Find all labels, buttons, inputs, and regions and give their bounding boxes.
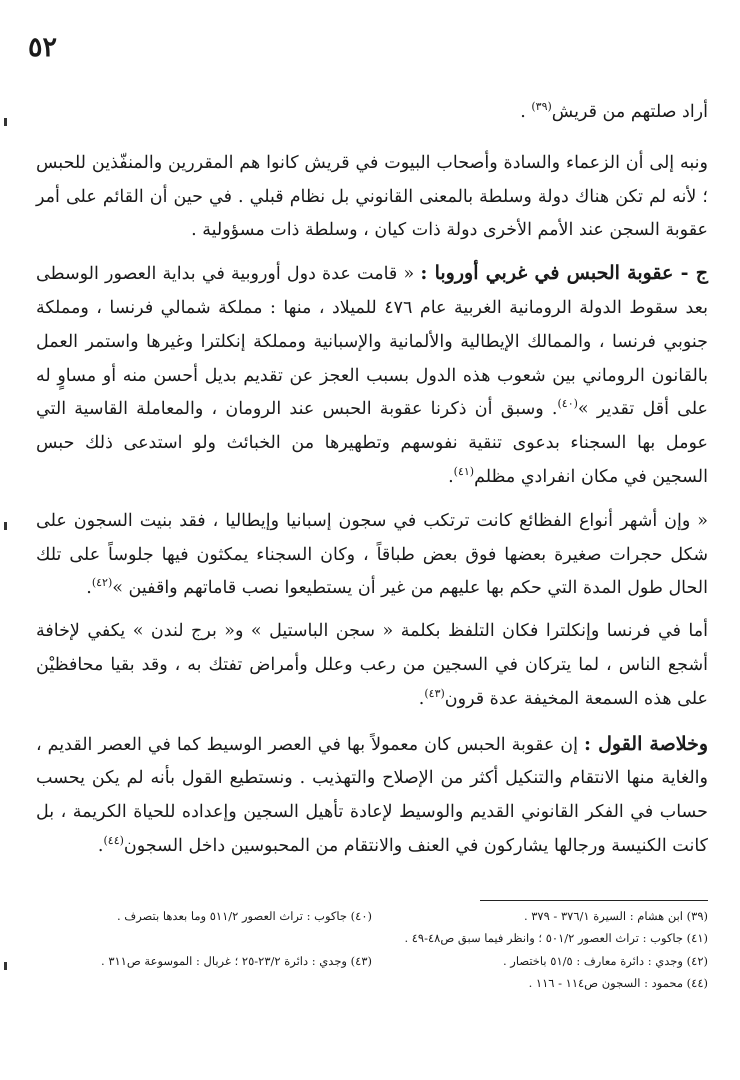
footnote: (٤١) جاكوب : تراث العصور ٥٠١/٢ ؛ وانظر فيما سبق ص٤٨-٤٩ . <box>404 931 708 946</box>
paragraph: وخلاصة القول : إن عقوبة الحبس كان معمولاً بها في العصر الوسيط كما في العصر القديم ، والغاية منها الانتقام والتنكيل أكثر من الإصلاح والتهذيب . ونستطيع القول بأنه لم يكن يحسب حساب في الفكر القانوني القديم والوسيط لإعادة تأهيل السجين وإعداده للحياة الكريمة ، بل كانت الكنيسة ورجالها يشاركون في العنف والانتقام من المحبوسين داخل السجون$^{(٤٤)}$. <box>36 732 709 856</box>
footnote-ref[interactable]: (٤٠) <box>557 397 578 411</box>
paragraph: ونبه إلى أن الزعماء والسادة وأصحاب البيوت في قريش كانوا هم المقررين والمنفّذين للحبس ؛ لأنه لم تكن هناك دولة وسلطة بالمعنى القانوني بل نظام قبلي . في حين أن القائم على أمر عقوبة السجن عند الأمم الأخرى دولة ذات كيان ، وسلطة ذات مسؤولية . <box>36 152 708 241</box>
footnote: (٤٢) وجدي : دائرة معارف : ٥١/٥ باختصار . <box>502 953 708 968</box>
footnote-ref[interactable]: (٤١) <box>453 465 475 479</box>
footnote: (٤٤) محمود : السجون ص١١٤ - ١١٦ . <box>528 975 708 990</box>
margin-mark <box>4 962 7 970</box>
body-text <box>36 96 708 864</box>
footnote: (٤٠) جاكوب : تراث العصور ٥١١/٢ وما بعدها بتصرف . <box>116 909 372 923</box>
footnote-ref[interactable]: (٣٩) <box>531 100 552 114</box>
footnote-divider <box>480 900 708 901</box>
footnote: (٣٩) ابن هشام : السيرة ٣٧٦/١ - ٣٧٩ . <box>523 909 708 923</box>
footnotes <box>36 905 708 994</box>
margin-mark <box>4 118 7 126</box>
footnote-ref[interactable]: (٤٤) <box>103 834 124 848</box>
footnote-ref[interactable]: (٤٢) <box>91 576 113 590</box>
footnote: (٤٣) وجدي : دائرة ٢٣/٢-٢٥ ؛ غربال : الموسوعة ص٣١١ . <box>101 953 372 968</box>
page-number: ٥٢ <box>28 32 58 63</box>
section-heading: وخلاصة القول : <box>584 732 709 755</box>
paragraph: أما في فرنسا وإنكلترا فكان التلفظ بكلمة « سجن الباستيل » و« برج لندن » يكفي لإخافة أشجع الناس ، لما يتركان في السجين من رعب وعلل وأمراض تفتك به ، وقد بقيا محافظيْن على هذه السمعة المخيفة عدة قرون$^{(٤٣)}$. <box>36 621 708 709</box>
paragraph: ج - عقوبة الحبس في غربي أوروبا : « قامت عدة دول أوروبية في بداية العصور الوسطى بعد سقوط الدولة الرومانية الغربية عام ٤٧٦ للميلاد ، منها : مملكة شمالي فرنسا ، ومملكة جنوبي فرنسا ، والممالك الإيطالية والألمانية والإسبانية ومملكة إنكلترا وغيرها واستمر العمل بالقانون الروماني بين شعوب هذه الدول بسبب العجز عن تقديم بديل أحسن منه أو مساوٍ له على أقل تقدير »$^{(٤٠)}$. وسبق أن ذكرنا عقوبة الحبس عند الرومان ، والمعاملة القاسية التي عومل بها السجناء بدعوى تنقية نفوسهم وتطهيرها من الخبائث ولو استدعى ذلك حبس السجين في مكان انفرادي مظلم$^{(٤١)}$. <box>36 262 708 487</box>
paragraph: أراد صلتهم من قريش$^{(٣٩)}$ . <box>520 100 708 122</box>
footnote-ref[interactable]: (٤٣) <box>424 686 445 700</box>
section-heading: ج - عقوبة الحبس في غربي أوروبا : <box>420 262 708 285</box>
paragraph: « وإن أشهر أنواع الفظائع كانت ترتكب في سجون إسبانيا وإيطاليا ، فقد بنيت السجون على شكل حجرات صغيرة بعضها فوق بعض طباقاً ، وكان السجناء يمكثون فيها جلوساً على تلك الحال طول المدة التي حكم بها عليهم من غير أن يستطيعوا نصب قاماتهم واقفين »$^{(٤٢)}$. <box>36 510 708 599</box>
margin-mark <box>4 522 7 530</box>
